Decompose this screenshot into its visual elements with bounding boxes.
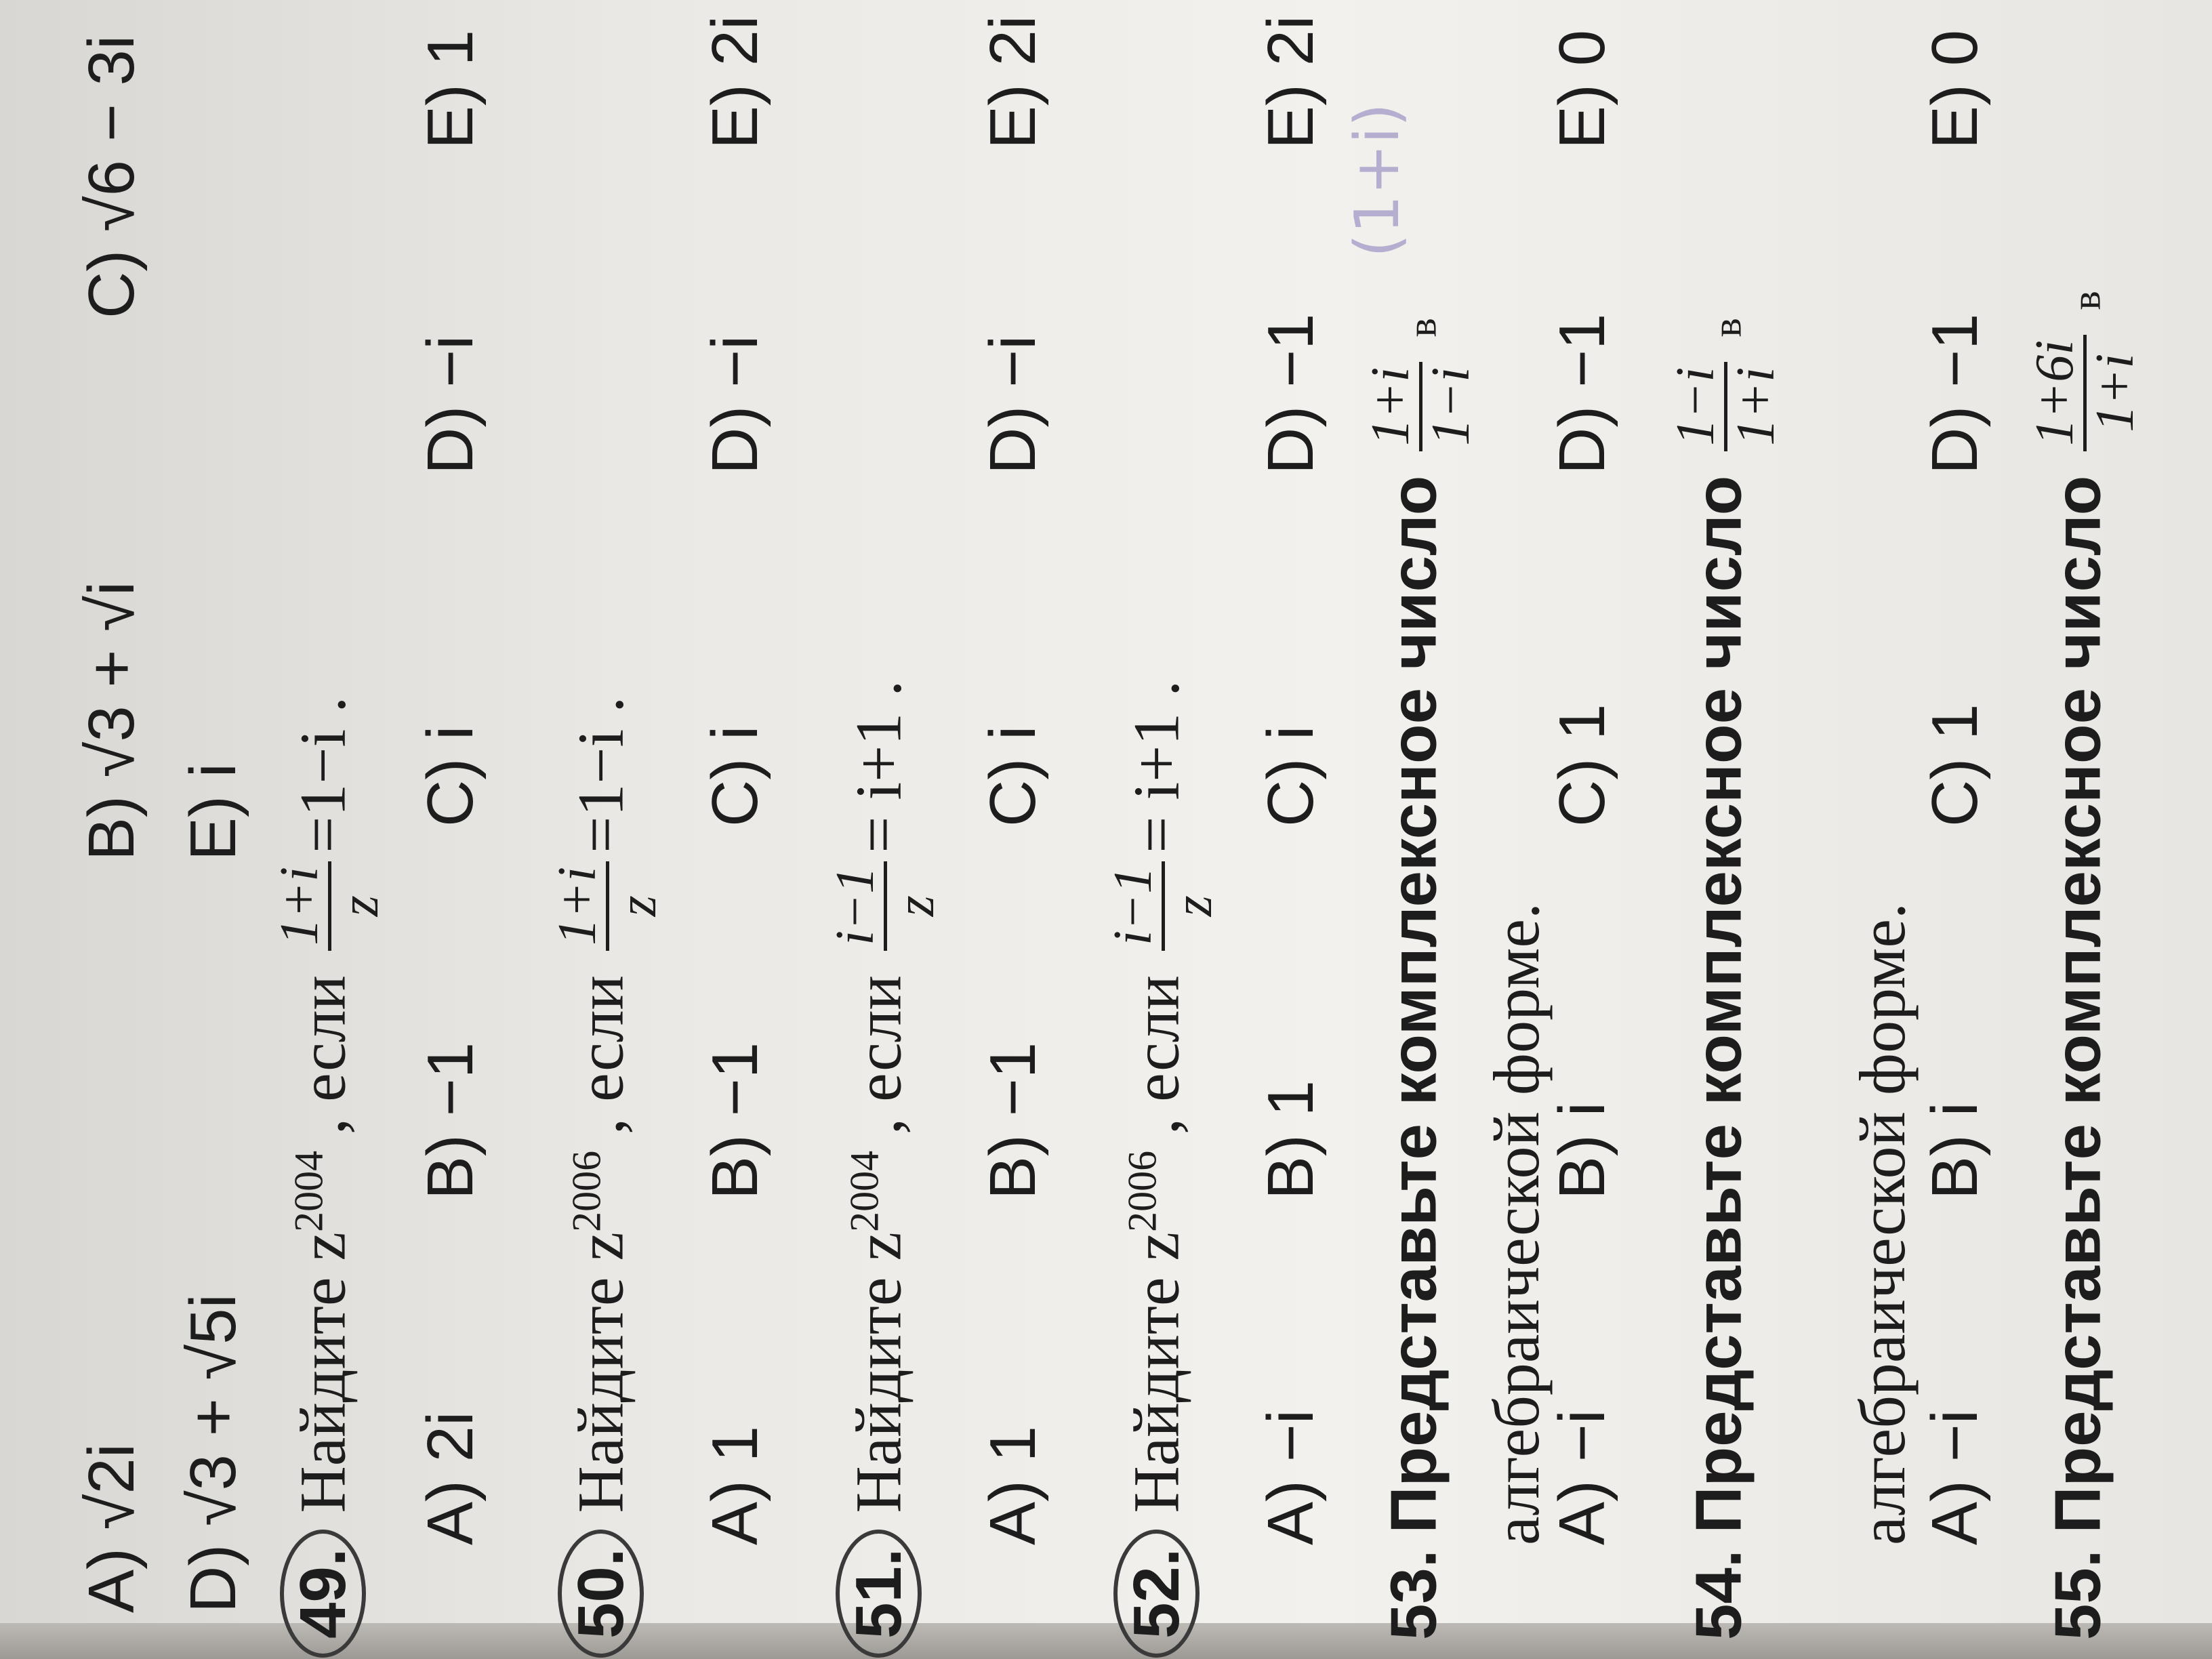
problem-number: 52. (1113, 1530, 1200, 1658)
option-52-e: E) 2i (1254, 15, 1327, 149)
problem-mid: , если (286, 975, 359, 1134)
option-49-d: D) −i (414, 335, 487, 474)
problem-number: 53. (1377, 1549, 1450, 1640)
problem-54 (1667, 318, 1784, 1640)
problem-mid: , если (1120, 975, 1193, 1134)
problem-51 (827, 680, 944, 1640)
problem-number: 51. (836, 1530, 922, 1658)
exponent: 2004 (842, 1150, 887, 1232)
problem-55 (2026, 291, 2144, 1640)
pencil-annotation: (1+i) (1342, 103, 1413, 258)
problem-mid: , если (842, 975, 915, 1134)
option-52-a: A) −i (1254, 1409, 1327, 1545)
problem-number: 49. (280, 1530, 366, 1658)
problem-prefix: Найдите z (564, 1231, 637, 1513)
option-53-d: D) −1 (1546, 313, 1618, 474)
problem-53-line2: алгебраической форме. (1480, 902, 1553, 1545)
option-50-d: D) −i (699, 335, 771, 474)
problem-number: 54. (1682, 1549, 1755, 1640)
option-50-b: B) −1 (699, 1042, 771, 1200)
problem-rhs: =1−i . (564, 696, 637, 853)
option-50-e: E) 2i (699, 15, 771, 149)
problem-suffix: в (1704, 318, 1750, 337)
fraction: i−1 z (827, 861, 944, 951)
option-54-d: D) −1 (1919, 313, 1991, 474)
exponent: 2004 (286, 1150, 331, 1232)
option-49-c: C) i (414, 725, 487, 827)
problem-prefix: Представьте комплексное число (1377, 475, 1450, 1534)
problem-number: 55. (2041, 1549, 2114, 1640)
fraction: 1+i z (549, 861, 666, 951)
problem-rhs: = i+1 . (842, 680, 915, 853)
fraction: 1+i z (271, 861, 388, 951)
prev-option-c: C) √6 − 3i (75, 35, 148, 319)
option-51-a: A) 1 (977, 1425, 1049, 1545)
prev-option-b: B) √3 + √i (75, 581, 148, 861)
problem-53 (1362, 318, 1479, 1640)
problem-prefix: Представьте комплексное число (1682, 475, 1755, 1534)
option-49-b: B) −1 (414, 1042, 487, 1200)
option-53-c: C) 1 (1546, 703, 1618, 827)
fraction: 1+i 1−i (1362, 362, 1479, 451)
prev-option-d: D) √3 + √5i (177, 1294, 249, 1613)
problem-50 (549, 697, 666, 1640)
option-53-a: A) −i (1546, 1409, 1618, 1545)
option-52-d: D) −1 (1254, 313, 1327, 474)
option-54-a: A) −i (1919, 1409, 1991, 1545)
problem-prefix: Представьте комплексное число (2041, 475, 2114, 1534)
option-54-c: C) 1 (1919, 703, 1991, 827)
problem-suffix: в (2064, 291, 2109, 310)
option-51-c: C) i (977, 725, 1049, 827)
option-51-d: D) −i (977, 335, 1049, 474)
prev-option-e: E) i (177, 763, 249, 861)
problem-prefix: Найдите z (286, 1231, 359, 1513)
prev-option-a: A) √2i (75, 1443, 148, 1613)
fraction: 1+6i 1+i (2026, 335, 2144, 451)
problem-prefix: Найдите z (842, 1231, 915, 1513)
option-53-e: E) 0 (1546, 29, 1618, 149)
option-50-c: C) i (699, 725, 771, 827)
option-49-a: A) 2i (414, 1411, 487, 1545)
option-51-b: B) −1 (977, 1042, 1049, 1200)
problem-suffix: в (1399, 318, 1445, 337)
problem-rhs: = i+1 . (1120, 680, 1193, 853)
exponent: 2006 (564, 1150, 609, 1232)
problem-49 (271, 697, 388, 1640)
option-52-b: B) 1 (1254, 1080, 1327, 1200)
option-54-e: E) 0 (1919, 29, 1991, 149)
problem-54-line2: алгебраической форме. (1846, 902, 1919, 1545)
option-51-e: E) 2i (977, 15, 1049, 149)
option-49-e: E) 1 (414, 29, 487, 149)
option-54-b: B) i (1919, 1102, 1991, 1200)
problem-mid: , если (564, 975, 637, 1134)
option-50-a: A) 1 (699, 1425, 771, 1545)
option-53-b: B) i (1546, 1102, 1618, 1200)
problem-prefix: Найдите z (1120, 1231, 1193, 1513)
exponent: 2006 (1120, 1150, 1165, 1232)
option-52-c: C) i (1254, 725, 1327, 827)
problem-rhs: =1−i . (286, 696, 359, 853)
fraction: 1−i 1+i (1667, 362, 1784, 451)
fraction: i−1 z (1105, 861, 1222, 951)
problem-number: 50. (558, 1530, 644, 1658)
problem-52 (1105, 680, 1222, 1640)
textbook-page (75, 14, 2209, 1640)
